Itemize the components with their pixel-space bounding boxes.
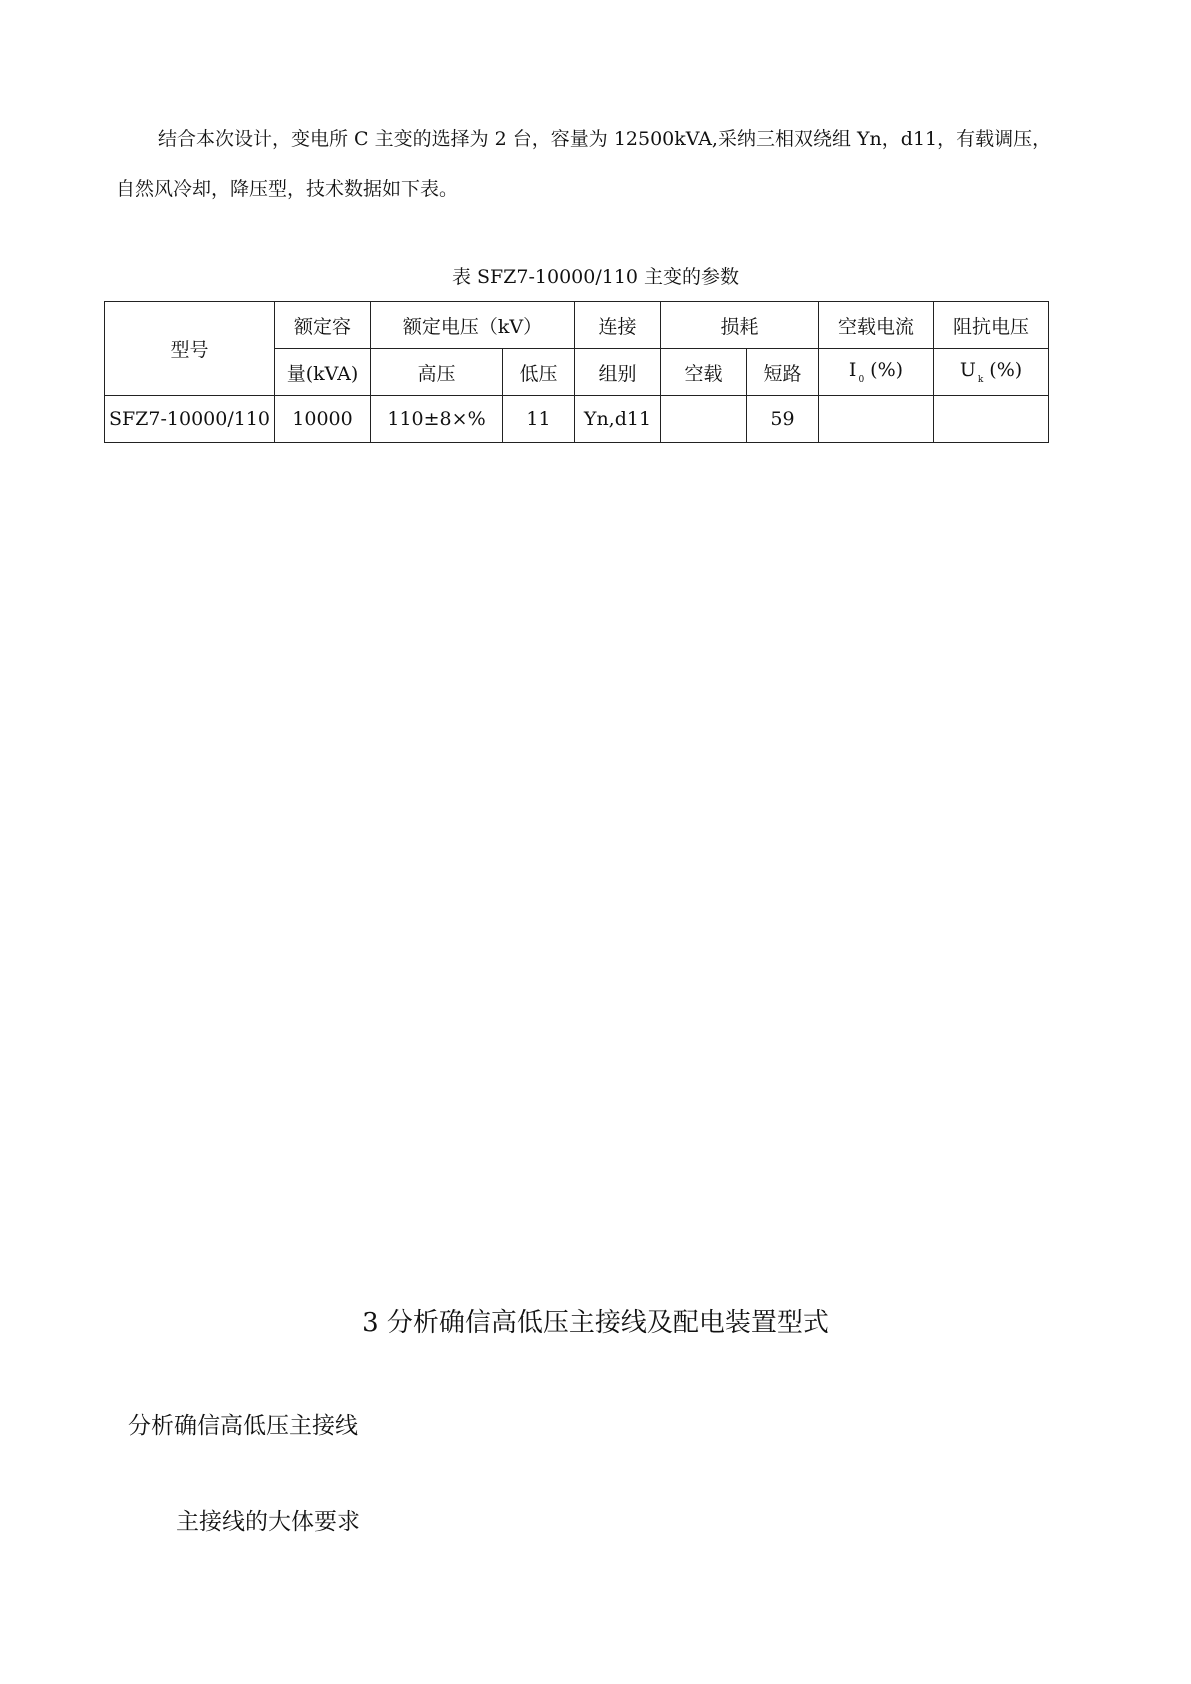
header-model: 型号 <box>105 302 275 396</box>
cell-connection-group: Yn,d11 <box>575 396 661 443</box>
intro-paragraph-line2 <box>116 164 1076 214</box>
header-short-circuit-loss: 短路 <box>747 349 819 396</box>
header-low-voltage: 低压 <box>503 349 575 396</box>
cell-model: SFZ7-10000/110 <box>105 396 275 443</box>
intro-paragraph-line1 <box>116 114 1076 164</box>
header-no-load-loss: 空载 <box>661 349 747 396</box>
i0-symbol: I <box>848 359 857 381</box>
table-header-row-1 <box>105 302 1049 349</box>
cell-no-load-current <box>819 396 934 443</box>
header-high-voltage: 高压 <box>371 349 503 396</box>
table-row <box>105 396 1049 443</box>
intro-line1-text: 结合本次设计，变电所 C 主变的选择为 2 台，容量为 12500kVA,采纳三相双绕组 Yn，d11，有载调压， <box>158 128 1052 150</box>
header-no-load-current: 空载电流 <box>819 302 934 349</box>
table-caption: 表 SFZ7-10000/110 主变的参数 <box>451 266 740 288</box>
header-rated-voltage: 额定电压（kV） <box>371 302 575 349</box>
cell-no-load-loss <box>661 396 747 443</box>
cell-low-voltage: 11 <box>503 396 575 443</box>
cell-rated-capacity: 10000 <box>275 396 371 443</box>
i0-unit: (%) <box>870 359 904 381</box>
header-loss: 损耗 <box>661 302 819 349</box>
subheading-main-wiring-requirements: 主接线的大体要求 <box>176 1509 360 1535</box>
uk-subscript: k <box>977 375 984 385</box>
uk-symbol: U <box>959 359 976 381</box>
header-connection-bottom: 组别 <box>575 349 661 396</box>
section-title: 3 分析确信高低压主接线及配电装置型式 <box>362 1308 829 1338</box>
header-connection-top: 连接 <box>575 302 661 349</box>
header-rated-capacity-top: 额定容 <box>275 302 371 349</box>
header-no-load-current-symbol <box>819 349 934 396</box>
cell-high-voltage: 110±8×% <box>371 396 503 443</box>
intro-line2-text: 自然风冷却，降压型，技术数据如下表。 <box>116 178 459 200</box>
transformer-parameters-table <box>104 301 1049 443</box>
header-rated-capacity-bottom: 量(kVA) <box>275 349 371 396</box>
cell-impedance-voltage <box>934 396 1049 443</box>
i0-subscript: 0 <box>858 375 865 385</box>
uk-unit: (%) <box>989 359 1023 381</box>
subheading-main-wiring-analysis: 分析确信高低压主接线 <box>128 1413 358 1439</box>
cell-short-circuit-loss: 59 <box>747 396 819 443</box>
header-impedance-voltage: 阻抗电压 <box>934 302 1049 349</box>
header-impedance-voltage-symbol <box>934 349 1049 396</box>
